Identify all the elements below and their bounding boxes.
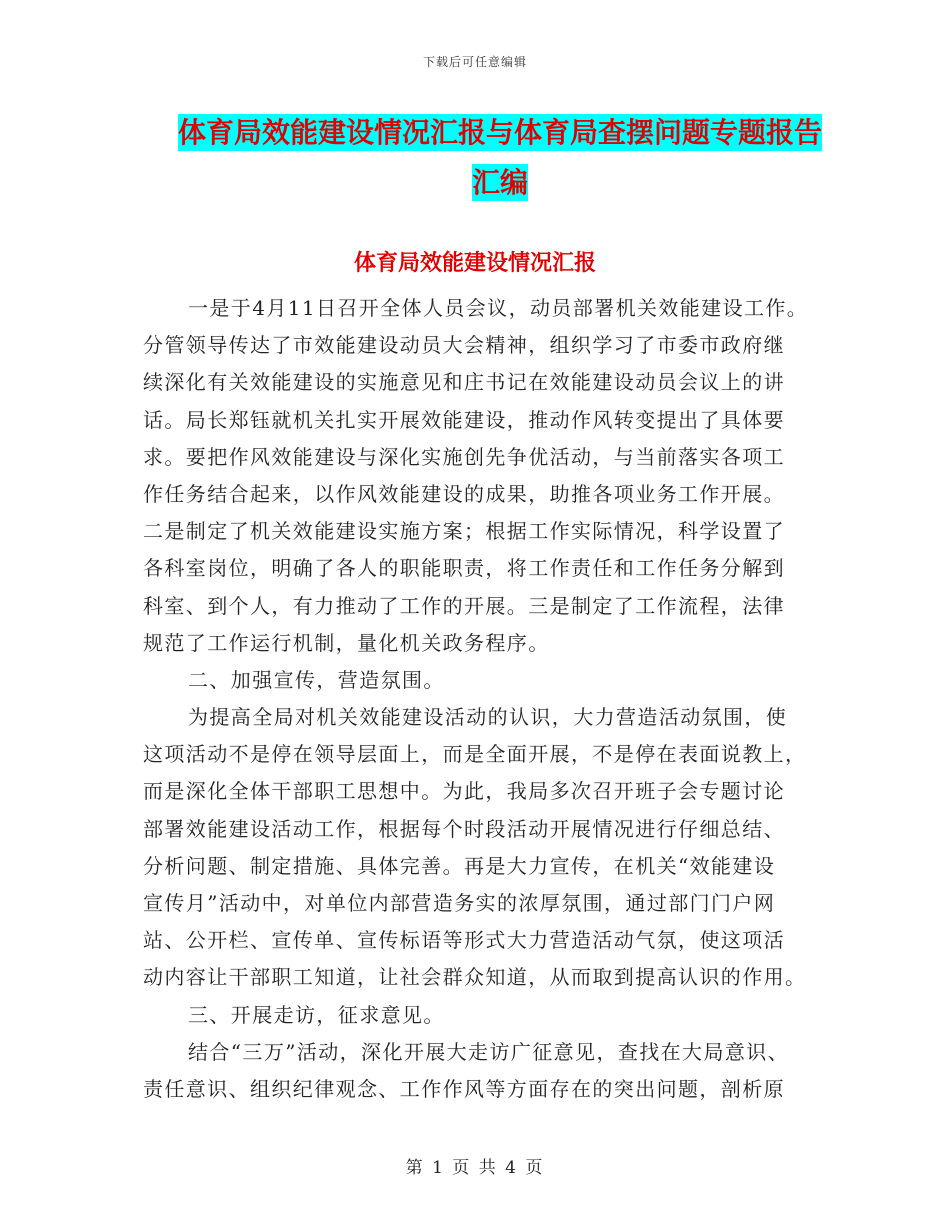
text-line: 二是制定了机关效能建设实施方案；根据工作实际情况，科学设置了	[143, 519, 785, 544]
text-line: 而是深化全体干部职工思想中。为此，我局多次召开班子会专题讨论	[143, 779, 785, 804]
text-line: 各科室岗位，明确了各人的职能职责，将工作责任和工作任务分解到	[143, 556, 785, 581]
text-line: 一是于4月11日召开全体人员会议，动员部署机关效能建设工作。	[188, 296, 809, 320]
text-line: 责任意识、组织纪律观念、工作作风等方面存在的突出问题，剖析原	[143, 1076, 785, 1101]
text-line: 分管领导传达了市效能建设动员大会精神，组织学习了市委市政府继	[143, 333, 785, 358]
text-line: 结合“三万”活动，深化开展大走访广征意见，查找在大局意识、	[188, 1039, 790, 1064]
header-note: 下载后可任意编辑	[422, 55, 527, 69]
subheading: 二、加强宣传，营造氛围。	[188, 667, 445, 692]
document-title-line-1: 体育局效能建设情况汇报与体育局查摆问题专题报告	[177, 116, 822, 149]
text-line: 分析问题、制定措施、具体完善。再是大力宣传，在机关“效能建设	[143, 853, 776, 878]
text-line: 求。要把作风效能建设与深化实施创先争优活动，与当前落实各项工	[143, 444, 785, 469]
document-title-line-2: 汇编	[471, 166, 528, 199]
text-line: 部署效能建设活动工作，根据每个时段活动开展情况进行仔细总结、	[143, 816, 785, 841]
text-line: 作任务结合起来，以作风效能建设的成果，助推各项业务工作开展。	[143, 481, 785, 506]
text-line: 规范了工作运行机制，量化机关政务程序。	[143, 630, 550, 655]
text-line: 宣传月”活动中，对单位内部营造务实的浓厚氛围，通过部门门户网	[143, 891, 776, 915]
text-line: 这项活动不是停在领导层面上，而是全面开展，不是停在表面说教上，	[143, 742, 807, 767]
text-line: 站、公开栏、宣传单、宣传标语等形式大力营造活动气氛，使这项活	[143, 928, 785, 953]
text-line: 话。局长郑钰就机关扎实开展效能建设，推动作风转变提出了具体要	[143, 407, 785, 432]
subheading: 三、开展走访，征求意见。	[188, 1002, 445, 1027]
text-line: 科室、到个人，有力推动了工作的开展。三是制定了工作流程，法律	[143, 593, 785, 618]
document-title	[140, 108, 860, 208]
text-line: 动内容让干部职工知道，让社会群众知道，从而取到提高认识的作用。	[143, 965, 807, 990]
section-title: 体育局效能建设情况汇报	[353, 251, 596, 276]
page-number: 第 1 页 共 4 页	[405, 1158, 545, 1178]
text-line: 续深化有关效能建设的实施意见和庄书记在效能建设动员会议上的讲	[143, 370, 785, 395]
text-line: 为提高全局对机关效能建设活动的认识，大力营造活动氛围，使	[188, 705, 788, 730]
body-text	[143, 290, 815, 1108]
